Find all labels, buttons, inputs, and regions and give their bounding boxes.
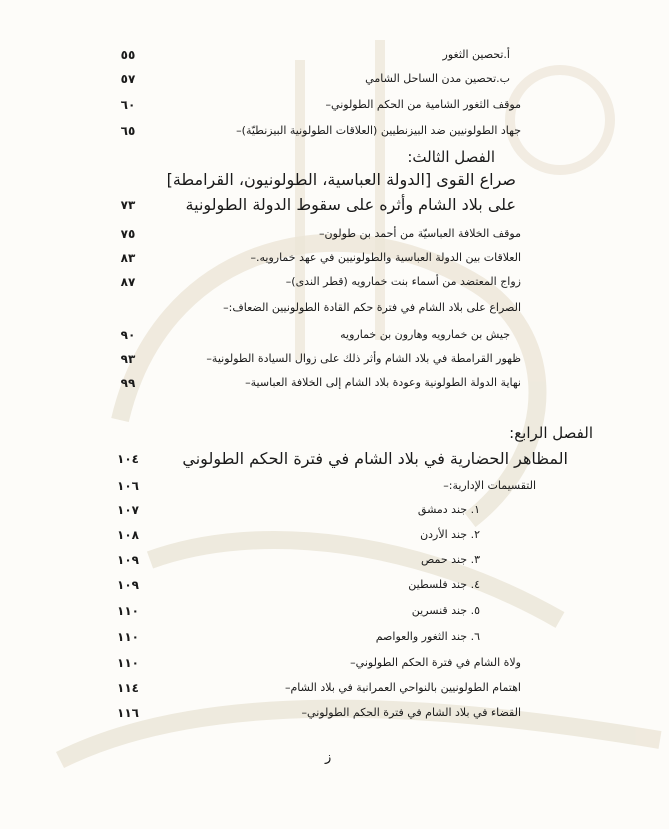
entry-title: العلاقات بين الدولة العباسية والطولونيين في عهد خمارويه.	[256, 251, 521, 264]
toc-entry	[0, 702, 669, 724]
bullet-dash: –	[206, 352, 212, 365]
toc-entry	[0, 574, 669, 596]
toc-entry	[0, 677, 669, 699]
entry-title: القضاء في بلاد الشام في فترة الحكم الطولوني	[307, 706, 521, 719]
toc-entry	[0, 524, 669, 546]
entry-page-number: ١١٤	[117, 681, 139, 695]
toc-entry	[0, 475, 669, 497]
entry-page-number: ١١٠	[117, 656, 139, 670]
entry-title: نهاية الدولة الطولونية وعودة بلاد الشام إلى الخلافة العباسية	[250, 376, 521, 389]
entry-title: ٤. جند فلسطين	[408, 578, 480, 591]
entry-page-number: ٦٥	[120, 124, 136, 138]
entry-title: الصراع على بلاد الشام في فترة حكم القادة الطولونيين الضعاف:	[228, 301, 521, 314]
entry-title: اهتمام الطولونيين بالنواحي العمرانية في بلاد الشام	[290, 681, 521, 694]
chapter-4-label: الفصل الرابع:	[509, 424, 593, 442]
toc-entry	[0, 549, 669, 571]
toc-entry	[0, 652, 669, 674]
toc-entry	[0, 271, 669, 293]
bullet-dash: –	[250, 251, 256, 264]
entry-title: ظهور القرامطة في بلاد الشام وأثر ذلك على زوال السيادة الطولونية	[211, 352, 521, 365]
toc-entry	[0, 348, 669, 370]
entry-title: جيش بن خمارويه وهارون بن خمارويه	[340, 328, 510, 341]
toc-entry	[0, 372, 669, 394]
entry-page-number: ١٠٩	[117, 578, 139, 592]
entry-page-number: ٩٩	[120, 376, 136, 390]
bullet-dash: –	[236, 124, 242, 137]
entry-title: ٥. جند قنسرين	[411, 604, 480, 617]
entry-title: ب.تحصين مدن الساحل الشامي	[365, 72, 510, 85]
entry-page-number: ١٠٩	[117, 553, 139, 567]
toc-entry	[0, 94, 669, 116]
entry-page-number: ١١٠	[117, 630, 139, 644]
entry-title: ٣. جند حمص	[421, 553, 480, 566]
bullet-dash: –	[350, 656, 356, 669]
entry-page-number: ٩٠	[120, 328, 136, 342]
entry-page-number: ٥٧	[120, 72, 136, 86]
toc-entry	[0, 297, 669, 319]
entry-page-number: ١١٠	[117, 604, 139, 618]
bullet-dash: –	[223, 301, 229, 314]
toc-entry	[0, 499, 669, 521]
entry-title: موقف الثغور الشامية من الحكم الطولوني	[331, 98, 521, 111]
entry-page-number: ٨٣	[120, 251, 136, 265]
footer-page-letter: ز	[325, 750, 332, 765]
entry-page-number: ١١٦	[117, 706, 139, 720]
entry-title: موقف الخلافة العباسيّة من أحمد بن طولون	[324, 227, 521, 240]
entry-page-number: ٧٥	[120, 227, 136, 241]
toc-entry	[0, 600, 669, 622]
chapter-3-label: الفصل الثالث:	[407, 148, 495, 166]
entry-page-number: ١٠٨	[117, 528, 139, 542]
bullet-dash: –	[284, 681, 291, 694]
bullet-dash: –	[285, 275, 292, 288]
chapter-3-page-number: ٧٣	[120, 198, 136, 212]
entry-title: ولاة الشام في فترة الحكم الطولوني	[355, 656, 521, 669]
chapter-4-heading: المظاهر الحضارية في بلاد الشام في فترة الحكم الطولوني	[182, 449, 568, 468]
toc-entry	[0, 626, 669, 648]
entry-page-number: ٨٧	[120, 275, 136, 289]
bullet-dash: –	[443, 479, 449, 492]
entry-title: التقسيمات الإدارية:	[448, 479, 536, 492]
toc-entry	[0, 247, 669, 269]
entry-title: أ.تحصين الثغور	[442, 48, 510, 61]
toc-entry	[0, 120, 669, 142]
entry-title: جهاد الطولونيين ضد البيزنطيين (العلاقات الطولونية البيزنطيّة)	[241, 124, 521, 137]
entry-title: زواج المعتضد من أسماء بنت خمارويه (قطر الندى)	[291, 275, 521, 288]
entry-page-number: ٦٠	[120, 98, 136, 112]
entry-title: ٢. جند الأردن	[420, 528, 480, 541]
toc-entry	[0, 223, 669, 245]
toc-entry	[0, 44, 669, 66]
entry-title: ٦. جند الثغور والعواصم	[375, 630, 480, 643]
chapter-3-heading-line1: صراع القوى [الدولة العباسية، الطولونيون، القرامطة]	[166, 170, 516, 189]
entry-page-number: ١٠٧	[117, 503, 139, 517]
bullet-dash: –	[301, 706, 308, 719]
toc-entry	[0, 68, 669, 90]
toc-entry	[0, 324, 669, 346]
entry-page-number: ٩٣	[120, 352, 136, 366]
bullet-dash: –	[245, 376, 251, 389]
chapter-3-heading-line2: على بلاد الشام وأثره على سقوط الدولة الطولونية	[185, 195, 516, 214]
entry-page-number: ٥٥	[120, 48, 136, 62]
chapter-4-page-number: ١٠٤	[117, 452, 139, 466]
entry-title: ١. جند دمشق	[417, 503, 480, 516]
bullet-dash: –	[319, 227, 325, 240]
bullet-dash: –	[325, 98, 332, 111]
entry-page-number: ١٠٦	[117, 479, 139, 493]
